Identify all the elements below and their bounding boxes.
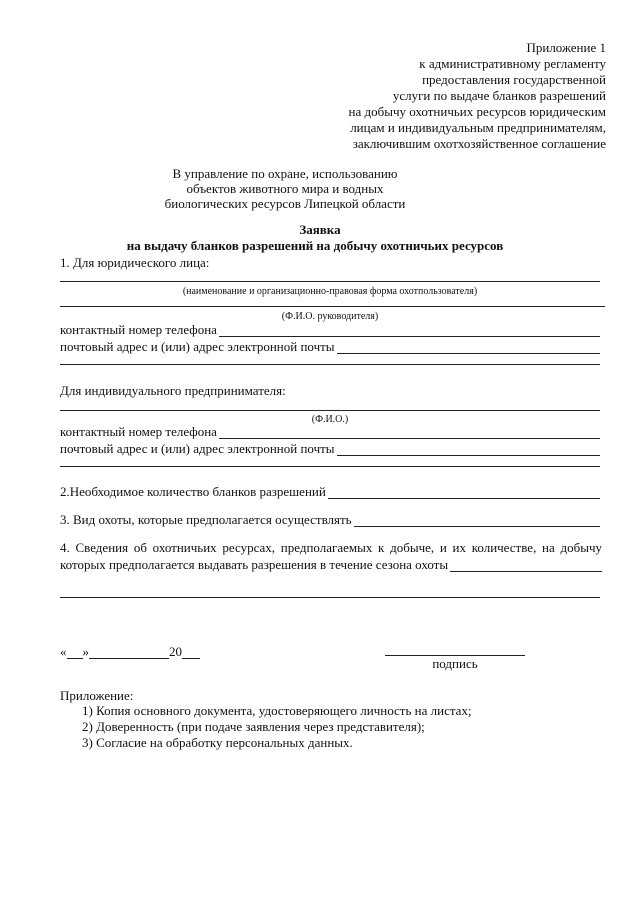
ip-address-row	[60, 441, 600, 456]
section2-row	[60, 484, 600, 499]
header-line-4: услуги по выдаче бланков разрешений	[392, 88, 606, 103]
legal-phone-row	[60, 322, 600, 337]
section1-heading: 1. Для юридического лица:	[60, 255, 210, 270]
date-close-quote: »	[82, 644, 89, 659]
addressee-line-2: объектов животного мира и водных	[186, 181, 384, 196]
section4-line1: 4. Сведения об охотничьих ресурсах, предполагаемых к добыче, и их количестве, на добычу	[60, 540, 602, 555]
legal-address-field[interactable]	[337, 342, 600, 354]
attachments-heading: Приложение:	[60, 688, 134, 703]
ip-address-extra-line[interactable]	[60, 466, 600, 467]
section4-extra-line[interactable]	[60, 597, 600, 598]
date-day-field[interactable]	[67, 647, 83, 659]
section2-field[interactable]	[328, 487, 600, 499]
section4-line2: которых предполагается выдавать разрешения в течение сезона охоты	[60, 557, 449, 572]
ip-address-field[interactable]	[337, 444, 600, 456]
header-line-5: на добычу охотничьих ресурсов юридическим	[348, 104, 606, 119]
section3-label: 3. Вид охоты, которые предполагается осуществлять	[60, 512, 352, 527]
org-name-line[interactable]	[60, 281, 600, 282]
attachment-item-3: 3) Согласие на обработку персональных данных.	[82, 735, 353, 750]
date-open-quote: «	[60, 644, 67, 659]
legal-phone-label: контактный номер телефона	[60, 322, 217, 337]
header-line-3: предоставления государственной	[422, 72, 606, 87]
signature-label: подпись	[432, 656, 478, 671]
legal-address-label: почтовый адрес и (или) адрес электронной почты	[60, 339, 335, 354]
date-year-field[interactable]	[182, 647, 200, 659]
addressee-line-3: биологических ресурсов Липецкой области	[164, 196, 406, 211]
header-line-2: к административному регламенту	[419, 56, 606, 71]
ip-fio-caption: (Ф.И.О.)	[311, 414, 349, 425]
ip-phone-label: контактный номер телефона	[60, 424, 217, 439]
date-row	[60, 644, 220, 659]
attachment-item-2: 2) Доверенность (при подаче заявления через представителя);	[82, 719, 425, 734]
legal-phone-field[interactable]	[219, 325, 600, 337]
org-name-caption: (наименование и организационно-правовая форма охотпользователя)	[182, 286, 478, 297]
legal-address-row	[60, 339, 600, 354]
date-year-prefix: 20	[169, 644, 182, 659]
form-subtitle: на выдачу бланков разрешений на добычу охотничьих ресурсов	[126, 238, 504, 253]
section3-field[interactable]	[354, 515, 600, 527]
legal-address-extra-line[interactable]	[60, 364, 600, 365]
section3-row	[60, 512, 600, 527]
form-title: Заявка	[299, 222, 341, 237]
head-fio-caption: (Ф.И.О. руководителя)	[281, 311, 379, 322]
ip-heading: Для индивидуального предпринимателя:	[60, 383, 286, 398]
ip-address-label: почтовый адрес и (или) адрес электронной почты	[60, 441, 335, 456]
attachment-item-1: 1) Копия основного документа, удостоверяющего личность на листах;	[82, 703, 472, 718]
addressee-line-1: В управление по охране, использованию	[172, 166, 398, 181]
ip-phone-field[interactable]	[219, 427, 600, 439]
head-fio-line[interactable]	[60, 306, 605, 307]
header-line-7: заключившим охотхозяйственное соглашение	[352, 136, 606, 151]
ip-phone-row	[60, 424, 600, 439]
header-line-1: Приложение 1	[526, 40, 606, 55]
header-line-6: лицам и индивидуальным предпринимателям,	[350, 120, 606, 135]
section4-row	[60, 557, 602, 572]
ip-fio-line[interactable]	[60, 410, 600, 411]
section2-label: 2.Необходимое количество бланков разрешений	[60, 484, 326, 499]
section4-field[interactable]	[450, 560, 602, 572]
date-month-field[interactable]	[89, 647, 169, 659]
